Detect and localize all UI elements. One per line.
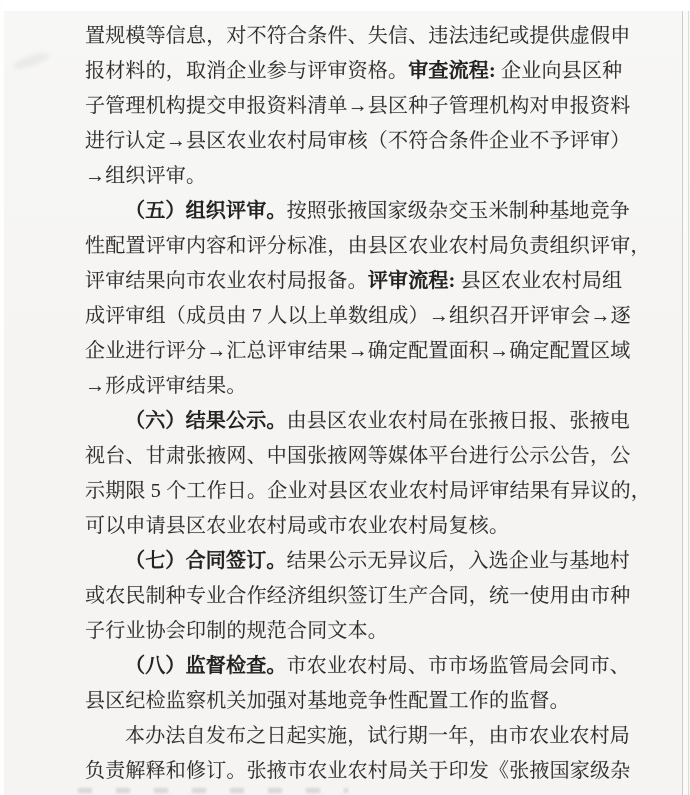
text-line — [85, 369, 645, 404]
text-segment: 性配置评审内容和评分标准，由县区农业农村局负责组织评审， — [85, 235, 651, 257]
text-segment: 企业向县区种 — [495, 60, 623, 82]
text-line — [85, 544, 645, 579]
bold-text-segment: 评审流程: — [367, 270, 456, 292]
text-column — [85, 19, 651, 789]
page-edge-line-outer — [688, 11, 689, 795]
text-line — [85, 159, 645, 194]
page-edge-line — [682, 11, 683, 795]
text-segment: 评审结果向市农业农村局报备。 — [85, 270, 368, 292]
bold-text-segment: （八）监督检查。 — [125, 655, 287, 677]
text-line — [85, 194, 645, 229]
text-segment: 子行业协会印制的规范合同文本。 — [85, 620, 388, 642]
text-line — [85, 299, 645, 334]
scan-top-margin — [0, 0, 690, 11]
text-line — [85, 719, 645, 754]
text-line — [85, 124, 645, 159]
text-segment: 县区农业农村局组 — [455, 270, 623, 292]
text-segment: 报材料的，取消企业参与评审资格。 — [85, 60, 409, 82]
text-segment: 成评审组（成员由 7 人以上单数组成）→组织召开评审会→逐 — [85, 305, 631, 327]
text-segment: 市农业农村局、市市场监管局会同市、 — [286, 655, 631, 677]
text-segment: 置规模等信息，对不符合条件、失信、违法违纪或提供虚假申 — [85, 25, 631, 47]
text-segment: →组织评审。 — [85, 165, 207, 187]
text-line — [85, 509, 645, 544]
bold-text-segment: （七）合同签订。 — [125, 550, 287, 572]
text-line — [85, 54, 645, 89]
text-line — [85, 684, 645, 719]
scan-left-margin — [0, 0, 4, 795]
text-segment: 子管理机构提交申报资料清单→县区种子管理机构对申报资料 — [85, 95, 631, 117]
text-line — [85, 579, 645, 614]
text-segment: 负责解释和修订。张掖市农业农村局关于印发《张掖国家级杂 — [85, 760, 631, 782]
text-segment: 按照张掖国家级杂交玉米制种基地竞争 — [286, 200, 631, 222]
text-line — [85, 474, 651, 509]
text-segment: 企业进行评分→汇总评审结果→确定配置面积→确定配置区域 — [85, 340, 631, 362]
bold-text-segment: （五）组织评审。 — [125, 200, 287, 222]
text-segment: 进行认定→县区农业农村局审核（不符合条件企业不予评审） — [85, 130, 631, 152]
text-segment: 视台、甘肃张掖网、中国张掖网等媒体平台进行公示公告，公 — [85, 445, 631, 467]
text-segment: 县区纪检监察机关加强对基地竞争性配置工作的监督。 — [85, 690, 570, 712]
text-segment: 结果公示无异议后，入选企业与基地村 — [286, 550, 631, 572]
text-segment: 或农民制种专业合作经济组织签订生产合同，统一使用由市种 — [85, 585, 631, 607]
text-segment: 本办法自发布之日起实施，试行期一年，由市农业农村局 — [125, 725, 630, 747]
text-line — [85, 229, 651, 264]
text-segment: →形成评审结果。 — [85, 375, 247, 397]
bold-text-segment: （六）结果公示。 — [125, 410, 287, 432]
text-line — [85, 614, 645, 649]
text-line — [85, 649, 645, 684]
text-line — [85, 439, 645, 474]
text-line — [85, 334, 645, 369]
text-line — [85, 89, 645, 124]
bold-text-segment: 审查流程: — [408, 60, 496, 82]
text-line — [85, 264, 645, 299]
text-line — [85, 754, 645, 789]
text-line — [85, 19, 645, 54]
text-segment: 由县区农业农村局在张掖日报、张掖电 — [286, 410, 631, 432]
text-segment: 可以申请县区农业农村局或市农业农村局复核。 — [85, 515, 510, 537]
text-line — [85, 404, 645, 439]
text-segment: 示期限 5 个工作日。企业对县区农业农村局评审结果有异议的， — [85, 480, 651, 502]
